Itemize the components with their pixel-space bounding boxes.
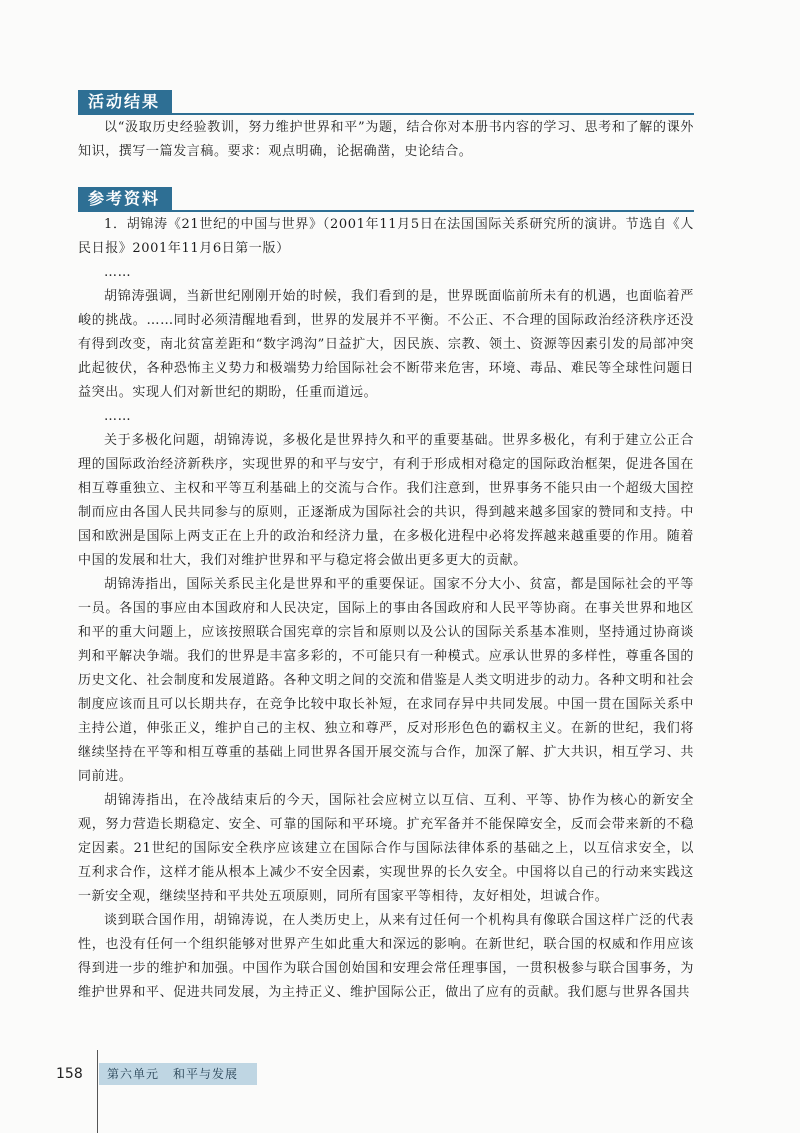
activity-paragraph: 以“汲取历史经验教训，努力维护世界和平”为题，结合你对本册书内容的学习、思考和了解的课外知识，撰写一篇发言稿。要求：观点明确，论据确凿，史论结合。 xyxy=(78,120,694,159)
ellipsis: …… xyxy=(104,265,132,280)
reference-source: 1．胡锦涛《21世纪的中国与世界》（2001年11月5日在法国国际关系研究所的演讲。节选自《人民日报》2001年11月6日第一版） xyxy=(78,217,694,256)
reference-section xyxy=(78,213,694,1005)
reference-material-header: 参考资料 xyxy=(78,187,172,211)
page-number: 158 xyxy=(56,1066,83,1082)
activity-result-header: 活动结果 xyxy=(78,90,172,114)
reference-paragraph-5: 谈到联合国作用，胡锦涛说，在人类历史上，从来有过任何一个机构具有像联合国这样广泛的代表性，也没有任何一个组织能够对世界产生如此重大和深远的影响。在新世纪，联合国的权威和作用应该得到进一步的维护和加强。中国作为联合国创始国和安理会常任理事国，一贯积极参与联合国事务，为维护世界和平、促进共同发展，为主持正义、维护国际公正，做出了应有的贡献。我们愿与世界各国共 xyxy=(78,913,694,1000)
reference-paragraph-2: 关于多极化问题，胡锦涛说，多极化是世界持久和平的重要基础。世界多极化，有利于建立公正合理的国际政治经济新秩序，实现世界的和平与安宁，有利于形成相对稳定的国际政治框架，促进各国在相互尊重独立、主权和平等互利基础上的交流与合作。我们注意到，世界事务不能只由一个超级大国控制而应由各国人民共同参与的原则，正逐渐成为国际社会的共识，得到越来越多国家的赞同和支持。中国和欧洲是国际上两支正在上升的政治和经济力量，在多极化进程中必将发挥越来越重要的作用。随着中国的发展和壮大，我们对维护世界和平与稳定将会做出更多更大的贡献。 xyxy=(78,433,694,568)
activity-section xyxy=(78,116,694,164)
unit-title: 和平与发展 xyxy=(173,1067,239,1081)
unit-badge xyxy=(99,1063,257,1085)
unit-label: 第六单元 xyxy=(107,1067,160,1081)
reference-paragraph-4: 胡锦涛指出，在冷战结束后的今天，国际社会应树立以互信、互利、平等、协作为核心的新安全观，努力营造长期稳定、安全、可靠的国际和平环境。扩充军备并不能保障安全，反而会带来新的不稳定因素。21世纪的国际安全秩序应该建立在国际合作与国际法律体系的基础之上，以互信求安全，以互利求合作，这样才能从根本上减少不安全因素，实现世界的长久安全。中国将以自己的行动来实践这一新安全观，继续坚持和平共处五项原则，同所有国家平等相待，友好相处，坦诚合作。 xyxy=(78,793,694,904)
reference-paragraph-3: 胡锦涛指出，国际关系民主化是世界和平的重要保证。国家不分大小、贫富，都是国际社会的平等一员。各国的事应由本国政府和人民决定，国际上的事由各国政府和人民平等协商。在事关世界和地区和平的重大问题上，应该按照联合国宪章的宗旨和原则以及公认的国际关系基本准则，坚持通过协商谈判和平解决争端。我们的世界是丰富多彩的，不可能只有一种模式。应承认世界的多样性，尊重各国的历史文化、社会制度和发展道路。各种文明之间的交流和借鉴是人类文明进步的动力。各种文明和社会制度应该而且可以长期共存，在竞争比较中取长补短，在求同存异中共同发展。中国一贯在国际关系中主持公道，伸张正义，维护自己的主权、独立和尊严，反对形形色色的霸权主义。在新的世纪，我们将继续坚持在平等和相互尊重的基础上同世界各国开展交流与合作，加深了解、扩大共识，相互学习、共同前进。 xyxy=(78,577,694,784)
reference-header-rule xyxy=(78,210,694,212)
reference-paragraph-1: 胡锦涛强调，当新世纪刚刚开始的时候，我们看到的是，世界既面临前所未有的机遇，也面临着严峻的挑战。……同时必须清醒地看到，世界的发展并不平衡。不公正、不合理的国际政治经济秩序还没有得到改变，南北贫富差距和“数字鸿沟”日益扩大，因民族、宗教、领土、资源等因素引发的局部冲突此起彼伏，各种恐怖主义势力和极端势力给国际社会不断带来危害，环境、毒品、难民等全球性问题日益突出。实现人们对新世纪的期盼，任重而道远。 xyxy=(78,289,694,400)
footer-divider xyxy=(97,1050,98,1133)
ellipsis: …… xyxy=(104,409,132,424)
activity-header-rule xyxy=(78,113,694,115)
